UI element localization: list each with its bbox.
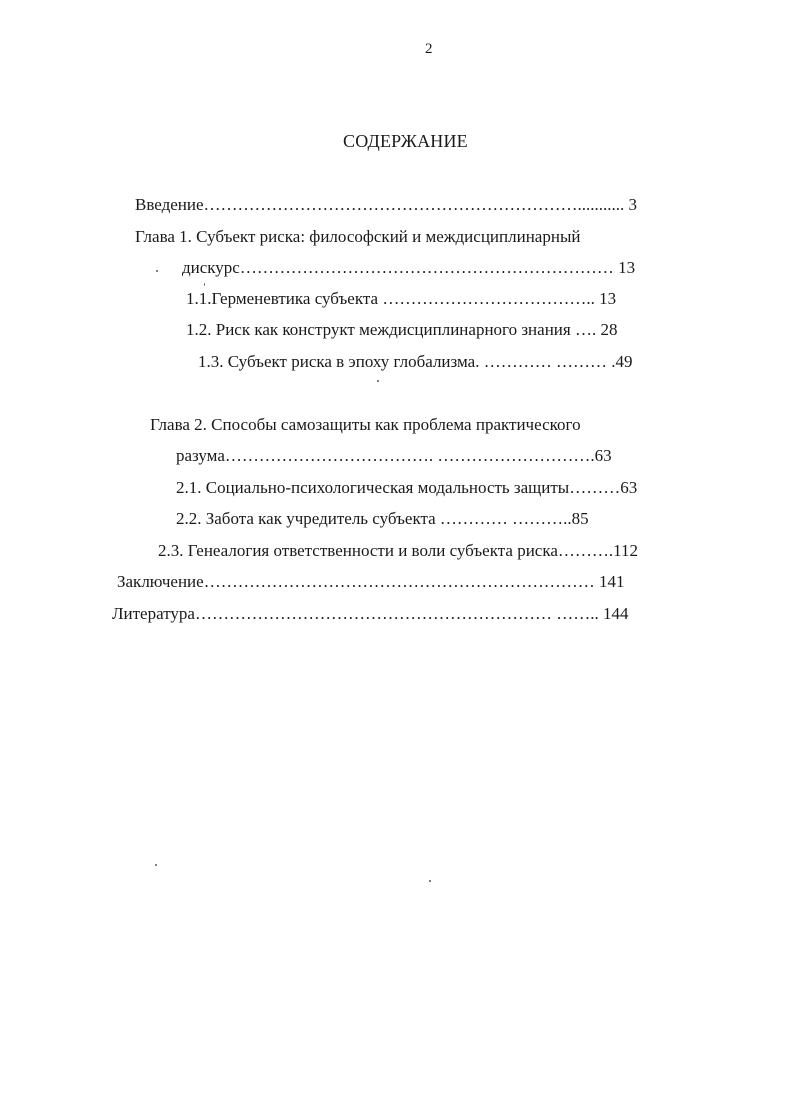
scan-speck — [204, 283, 205, 286]
toc-section-2-3: 2.3. Генеалогия ответственности и воли субъекта риска……….112 — [158, 541, 639, 560]
toc-section-1-1: 1.1.Герменевтика субъекта ……………………………….. 13 — [186, 289, 617, 308]
toc-entry-introduction: Введение…………………………………………………………........... 3 — [135, 195, 638, 214]
scan-speck — [429, 880, 431, 882]
scan-speck — [377, 380, 379, 382]
toc-section-2-1: 2.1. Социально-психологическая модальность защиты………63 — [176, 478, 638, 497]
toc-section-1-3: 1.3. Субъект риска в эпоху глобализма. ………… ……… .49 — [198, 352, 633, 371]
toc-section-2-2: 2.2. Забота как учредитель субъекта ………… ………..85 — [176, 509, 589, 528]
scan-speck — [155, 864, 157, 866]
toc-entry-conclusion: Заключение…………………………………………………………… 141 — [117, 572, 625, 591]
toc-section-1-2: 1.2. Риск как конструкт междисциплинарного знания …. 28 — [186, 320, 618, 339]
toc-chapter-1-heading: Глава 1. Субъект риска: философский и междисциплинарный — [135, 227, 581, 246]
toc-entry-literature: Литература……………………………………………………… …….. 144 — [112, 604, 629, 623]
scan-speck — [156, 270, 158, 272]
toc-chapter-2-heading-continued: разума………………………………. ……………………….63 — [176, 446, 612, 465]
page-title: СОДЕРЖАНИЕ — [343, 131, 468, 151]
toc-chapter-2-heading: Глава 2. Способы самозащиты как проблема практического — [150, 415, 581, 434]
page-number: 2 — [425, 41, 433, 57]
toc-chapter-1-heading-continued: дискурс………………………………………………………… 13 — [182, 258, 636, 277]
